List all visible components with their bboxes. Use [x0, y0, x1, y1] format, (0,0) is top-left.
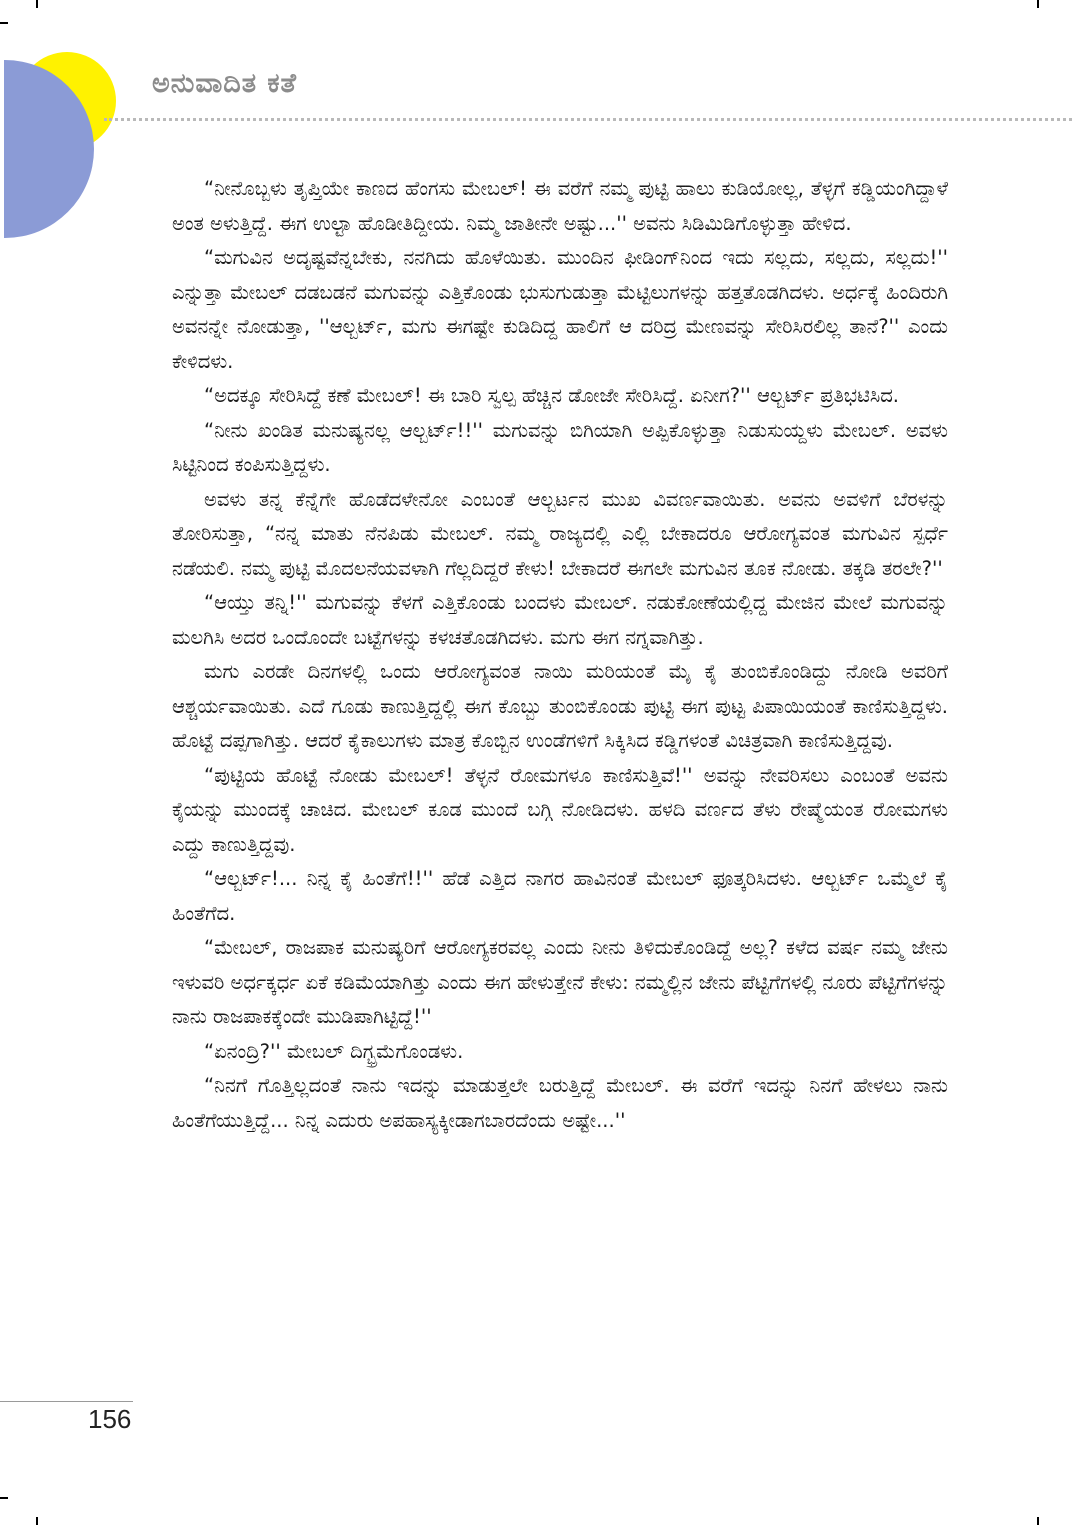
dotted-divider: [104, 118, 1072, 121]
paragraph: “ನೀನು ಖಂಡಿತ ಮನುಷ್ಯನಲ್ಲ ಆಲ್ಬರ್ಟ್!!'' ಮಗುವನ್ನು ಬಿಗಿಯಾಗಿ ಅಪ್ಪಿಕೊಳ್ಳುತ್ತಾ ನಿಡುಸುಯ್ದಳು ಮೇಬಲ್. ಅವಳು ಸಿಟ್ಟಿನಿಂದ ಕಂಪಿಸುತ್ತಿದ್ದಳು.: [172, 418, 948, 476]
crop-mark-left-bottom: [0, 1497, 8, 1499]
crop-mark-bottom-right: [1037, 1517, 1039, 1525]
paragraph: ಮಗು ಎರಡೇ ದಿನಗಳಲ್ಲಿ ಒಂದು ಆರೋಗ್ಯವಂತ ನಾಯಿ ಮರಿಯಂತೆ ಮೈ ಕೈ ತುಂಬಿಕೊಂಡಿದ್ದು ನೋಡಿ ಅವರಿಗೆ ಆಶ್ಚರ್ಯವಾಯಿತು. ಎದೆ ಗೂಡು ಕಾಣುತ್ತಿದ್ದಲ್ಲಿ ಈಗ ಕೊಬ್ಬು ತುಂಬಿಕೊಂಡು ಪುಟ್ಟಿ ಈಗ ಪುಟ್ಟ ಪಿಪಾಯಿಯಂತೆ ಕಾಣಿಸುತ್ತಿದ್ದಳು. ಹೊಟ್ಟೆ ದಪ್ಪಗಾಗಿತ್ತು. ಆದರೆ ಕೈಕಾಲುಗಳು ಮಾತ್ರ ಕೊಬ್ಬಿನ ಉಂಡೆಗಳಿಗೆ ಸಿಕ್ಕಿಸಿದ ಕಡ್ಡಿಗಳಂತೆ ವಿಚಿತ್ರವಾಗಿ ಕಾಣಿಸುತ್ತಿದ್ದವು.: [172, 660, 948, 752]
paragraph: “ನೀನೊಬ್ಬಳು ತೃಪ್ತಿಯೇ ಕಾಣದ ಹೆಂಗಸು ಮೇಬಲ್! ಈ ವರೆಗೆ ನಮ್ಮ ಪುಟ್ಟಿ ಹಾಲು ಕುಡಿಯೋಲ್ಲ, ತೆಳ್ಳಗೆ ಕಡ್ಡಿಯಂಗಿದ್ದಾಳೆ ಅಂತ ಅಳುತ್ತಿದ್ದೆ. ಈಗ ಉಲ್ಟಾ ಹೊಡೀತಿದ್ದೀಯ. ನಿಮ್ಮ ಜಾತೀನೇ ಅಷ್ಟು...'' ಅವನು ಸಿಡಿಮಿಡಿಗೊಳ್ಳುತ್ತಾ ಹೇಳಿದ.: [172, 177, 948, 235]
crop-mark-top-right: [1037, 0, 1039, 8]
crop-mark-bottom-left: [36, 1517, 38, 1525]
paragraph: “ಪುಟ್ಟಿಯ ಹೊಟ್ಟೆ ನೋಡು ಮೇಬಲ್! ತೆಳ್ಳನೆ ರೋಮಗಳೂ ಕಾಣಿಸುತ್ತಿವೆ!'' ಅವನ್ನು ನೇವರಿಸಲು ಎಂಬಂತೆ ಅವನು ಕೈಯನ್ನು ಮುಂದಕ್ಕೆ ಚಾಚಿದ. ಮೇಬಲ್ ಕೂಡ ಮುಂದೆ ಬಗ್ಗಿ ನೋಡಿದಳು. ಹಳದಿ ವರ್ಣದ ತೆಳು ರೇಷ್ಮೆಯಂತ ರೋಮಗಳು ಎದ್ದು ಕಾಣುತ್ತಿದ್ದವು.: [172, 763, 948, 856]
paragraph: “ಮಗುವಿನ ಅದೃಷ್ಟವೆನ್ನಬೇಕು, ನನಗಿದು ಹೊಳೆಯಿತು. ಮುಂದಿನ ಫೀಡಿಂಗ್‌ನಿಂದ ಇದು ಸಲ್ಲದು, ಸಲ್ಲದು, ಸಲ್ಲದು!'' ಎನ್ನುತ್ತಾ ಮೇಬಲ್ ದಡಬಡನೆ ಮಗುವನ್ನು ಎತ್ತಿಕೊಂಡು ಭುಸುಗುಡುತ್ತಾ ಮೆಟ್ಟಿಲುಗಳನ್ನು ಹತ್ತತೊಡಗಿದಳು. ಅರ್ಧಕ್ಕೆ ಹಿಂದಿರುಗಿ ಅವನನ್ನೇ ನೋಡುತ್ತಾ, ''ಆಲ್ಬರ್ಟ್, ಮಗು ಈಗಷ್ಟೇ ಕುಡಿದಿದ್ದ ಹಾಲಿಗೆ ಆ ದರಿದ್ರ ಮೇಣವನ್ನು ಸೇರಿಸಿರಲಿಲ್ಲ ತಾನೆ?'' ಎಂದು ಕೇಳಿದಳು.: [172, 246, 948, 373]
crop-mark-top-left: [36, 0, 38, 8]
paragraph: “ಆಯ್ತು ತನ್ನಿ!'' ಮಗುವನ್ನು ಕೆಳಗೆ ಎತ್ತಿಕೊಂಡು ಬಂದಳು ಮೇಬಲ್. ನಡುಕೋಣೆಯಲ್ಲಿದ್ದ ಮೇಜಿನ ಮೇಲೆ ಮಗುವನ್ನು ಮಲಗಿಸಿ ಅದರ ಒಂದೊಂದೇ ಬಟ್ಟೆಗಳನ್ನು ಕಳಚತೊಡಗಿದಳು. ಮಗು ಈಗ ನಗ್ನವಾಗಿತ್ತು.: [172, 591, 948, 649]
page-number: 156: [88, 1404, 132, 1434]
crop-mark-left-top: [0, 22, 8, 24]
paragraph: ಅವಳು ತನ್ನ ಕೆನ್ನೆಗೇ ಹೊಡೆದಳೇನೋ ಎಂಬಂತೆ ಆಲ್ಬರ್ಟನ ಮುಖ ವಿವರ್ಣವಾಯಿತು. ಅವನು ಅವಳಿಗೆ ಬೆರಳನ್ನು ತೋರಿಸುತ್ತಾ, “ನನ್ನ ಮಾತು ನೆನಪಿಡು ಮೇಬಲ್. ನಮ್ಮ ರಾಜ್ಯದಲ್ಲಿ ಎಲ್ಲಿ ಬೇಕಾದರೂ ಆರೋಗ್ಯವಂತ ಮಗುವಿನ ಸ್ಪರ್ಧೆ ನಡೆಯಲಿ. ನಮ್ಮ ಪುಟ್ಟಿ ಮೊದಲನೆಯವಳಾಗಿ ಗೆಲ್ಲದಿದ್ದರೆ ಕೇಳು! ಬೇಕಾದರೆ ಈಗಲೇ ಮಗುವಿನ ತೂಕ ನೋಡು. ತಕ್ಕಡಿ ತರಲೇ?'': [172, 487, 948, 580]
paragraph: “ನಿನಗೆ ಗೊತ್ತಿಲ್ಲದಂತೆ ನಾನು ಇದನ್ನು ಮಾಡುತ್ತಲೇ ಬರುತ್ತಿದ್ದೆ ಮೇಬಲ್. ಈ ವರೆಗೆ ಇದನ್ನು ನಿನಗೆ ಹೇಳಲು ನಾನು ಹಿಂತೆಗೆಯುತ್ತಿದ್ದೆ... ನಿನ್ನ ಎದುರು ಅಪಹಾಸ್ಯಕ್ಕೀಡಾಗಬಾರದೆಂದು ಅಷ್ಟೇ...'': [172, 1074, 948, 1132]
paragraph: “ಮೇಬಲ್, ರಾಜಪಾಕ ಮನುಷ್ಯರಿಗೆ ಆರೋಗ್ಯಕರವಲ್ಲ ಎಂದು ನೀನು ತಿಳಿದುಕೊಂಡಿದ್ದೆ ಅಲ್ಲ? ಕಳೆದ ವರ್ಷ ನಮ್ಮ ಜೇನು ಇಳುವರಿ ಅರ್ಧಕ್ಕರ್ಧ ಏಕೆ ಕಡಿಮೆಯಾಗಿತ್ತು ಎಂದು ಈಗ ಹೇಳುತ್ತೇನೆ ಕೇಳು: ನಮ್ಮಲ್ಲಿನ ಜೇನು ಪೆಟ್ಟಿಗೆಗಳಲ್ಲಿ ನೂರು ಪೆಟ್ಟಿಗೆಗಳನ್ನು ನಾನು ರಾಜಪಾಕಕ್ಕೆಂದೇ ಮುಡಿಪಾಗಿಟ್ಟಿದ್ದೆ!'': [172, 936, 948, 1028]
story-body: [172, 172, 948, 1138]
paragraph: “ಏನಂದ್ರಿ?'' ಮೇಬಲ್ ದಿಗ್ಭ್ರಮೆಗೊಂಡಳು.: [204, 1039, 464, 1063]
paragraph: “ಆಲ್ಬರ್ಟ್!... ನಿನ್ನ ಕೈ ಹಿಂತೆಗೆ!!'' ಹೆಡೆ ಎತ್ತಿದ ನಾಗರ ಹಾವಿನಂತೆ ಮೇಬಲ್ ಫೂತ್ಕರಿಸಿದಳು. ಆಲ್ಬರ್ಟ್ ಒಮ್ಮೆಲೆ ಕೈ ಹಿಂತೆಗೆದ.: [172, 867, 948, 925]
footer-rule: [0, 1401, 133, 1402]
paragraph: “ಅದಕ್ಕೂ ಸೇರಿಸಿದ್ದೆ ಕಣೆ ಮೇಬಲ್! ಈ ಬಾರಿ ಸ್ವಲ್ಪ ಹೆಚ್ಚಿನ ಡೋಜೇ ಸೇರಿಸಿದ್ದೆ. ಏನೀಗ?'' ಆಲ್ಬರ್ಟ್ ಪ್ರತಿಭಟಿಸಿದ.: [204, 384, 899, 407]
section-title: ಅನುವಾದಿತ ಕತೆ: [152, 68, 297, 99]
